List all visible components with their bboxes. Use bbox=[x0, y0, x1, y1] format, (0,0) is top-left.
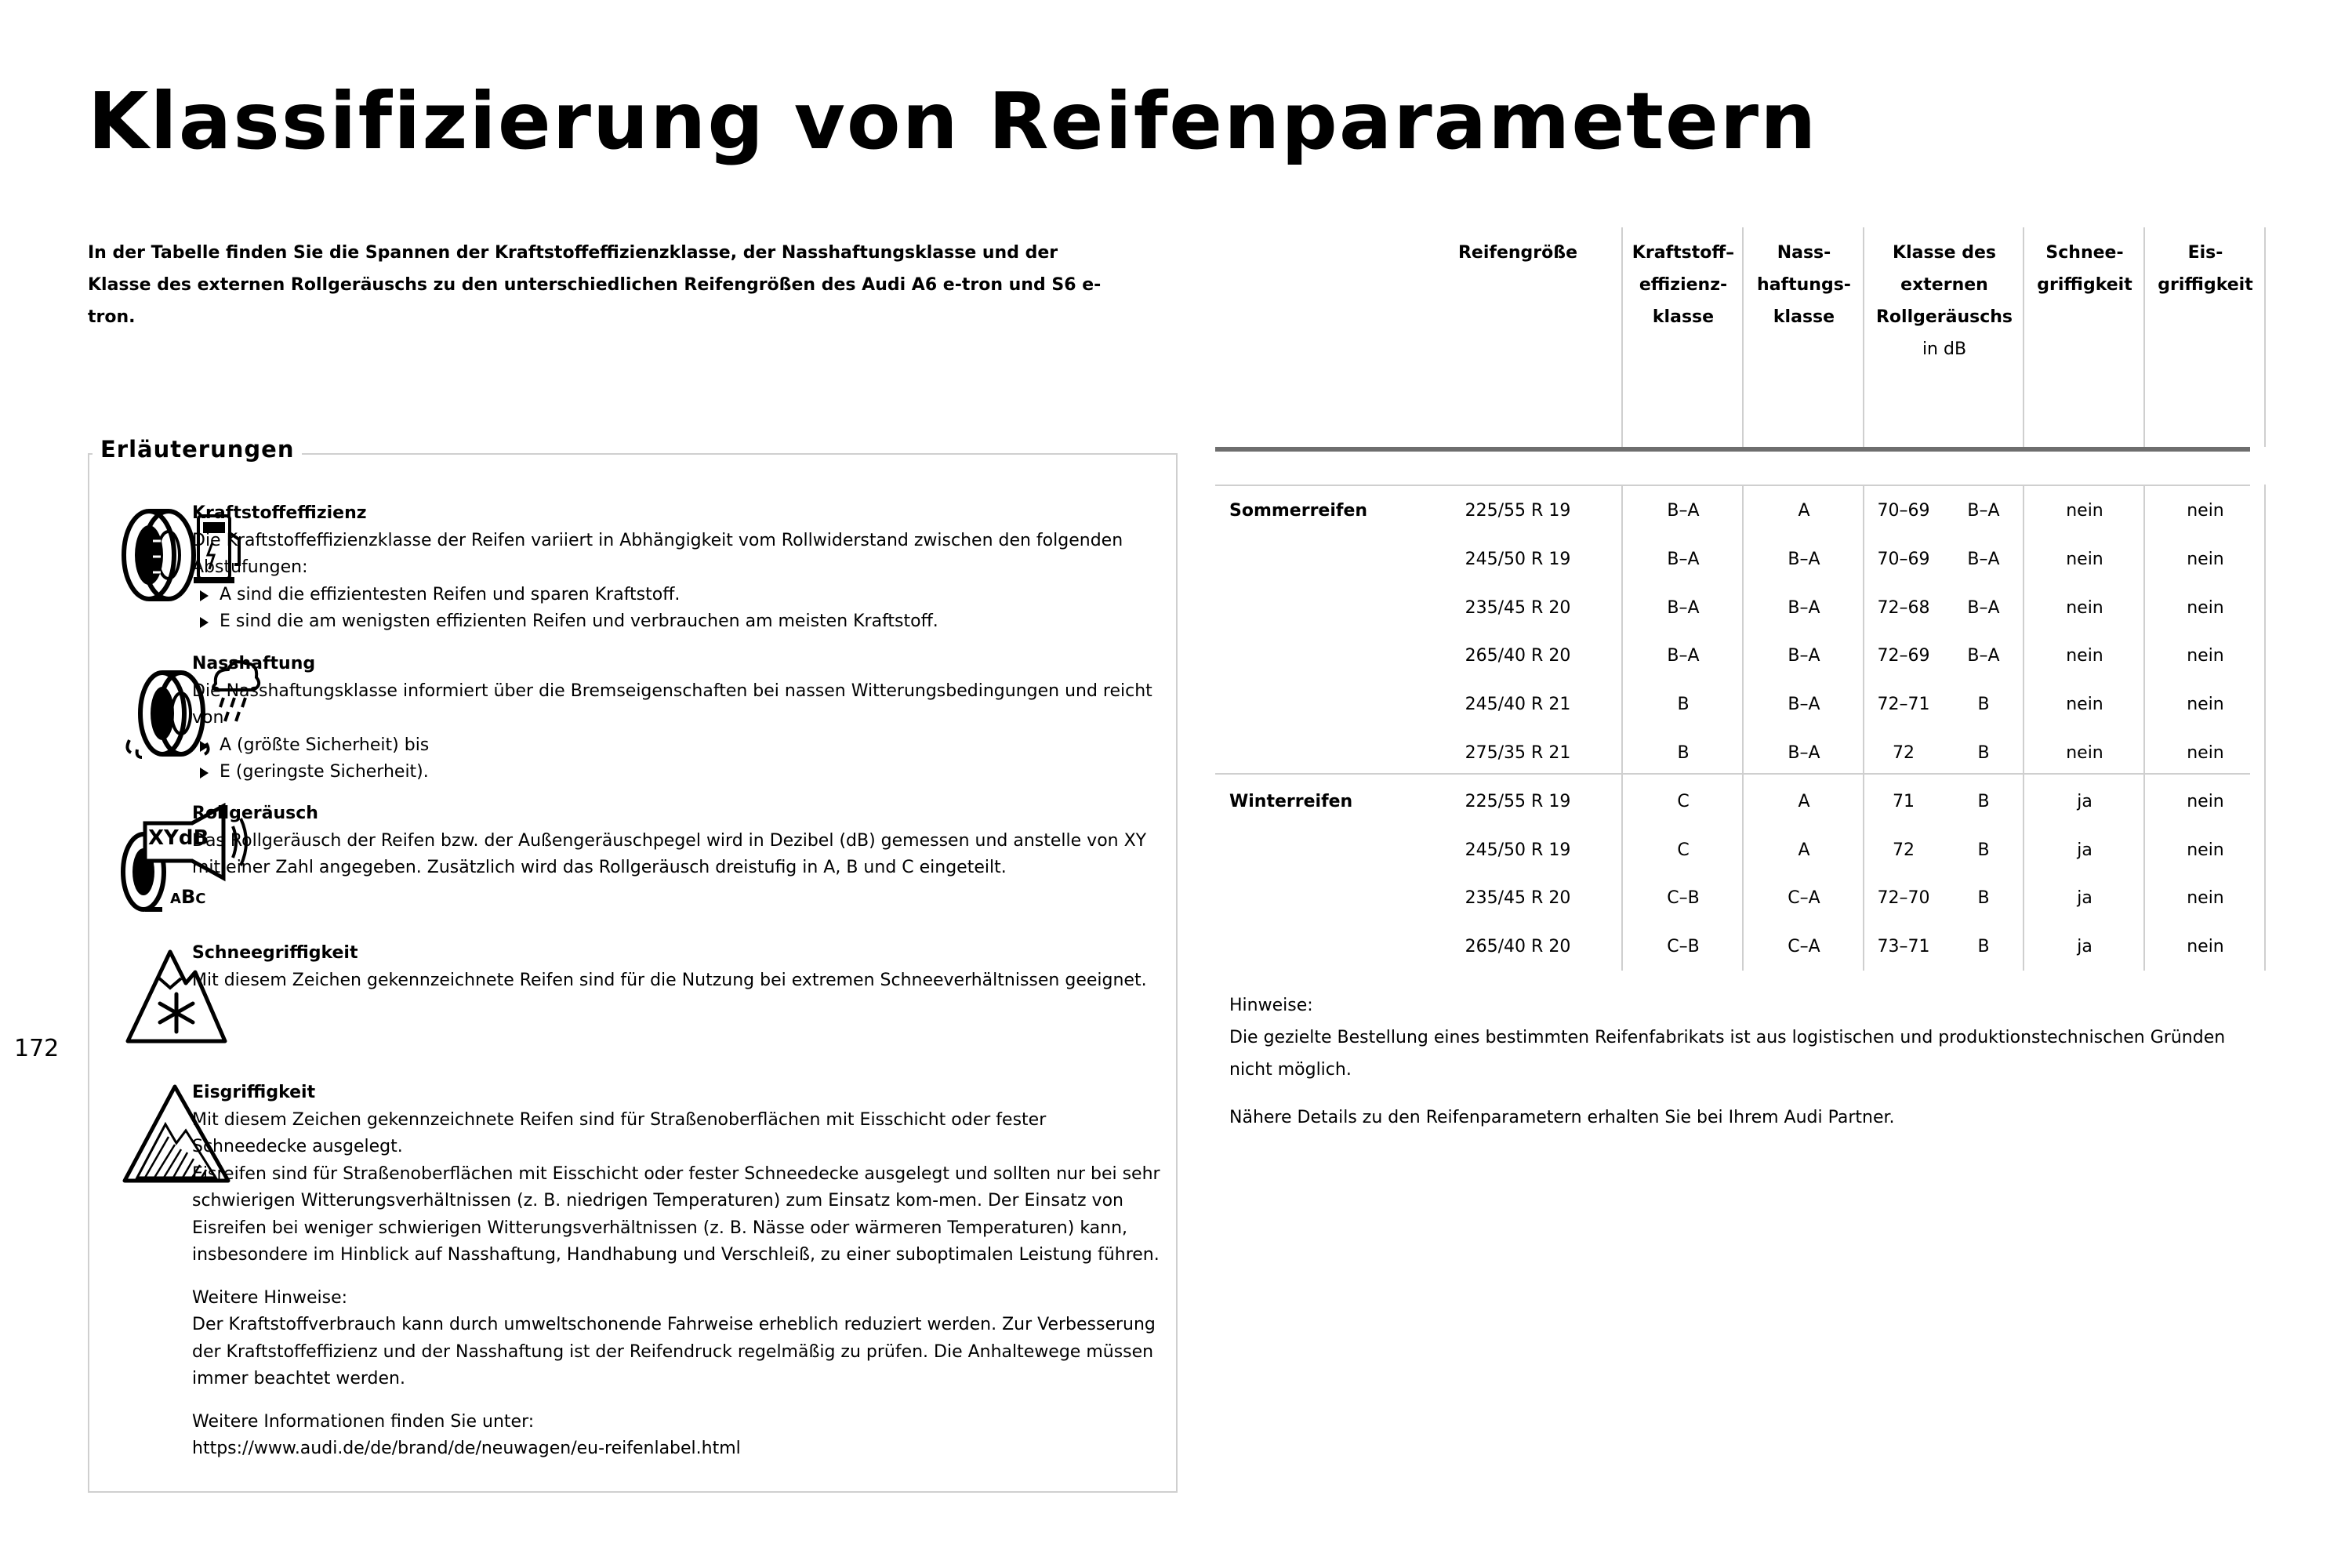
cell-noise-db: 72–70 bbox=[1877, 888, 1930, 909]
header-rule bbox=[1215, 447, 2250, 452]
notes-label: Hinweise: bbox=[1229, 996, 1313, 1015]
header-line: Eis- bbox=[2187, 243, 2223, 263]
further-notes-text: Der Kraftstoffverbrauch kann durch umweltschonende Fahrweise erheblich reduziert werden. Zur Verbesserung der Kraftstoffeffizienz und der Nasshaftung ist der Reifendruck regelmäßig zu prüfen. Die Anhaltewege müssen immer beachtet werden. bbox=[192, 1315, 1156, 1388]
cell-snow: nein bbox=[2066, 501, 2103, 521]
explanation-title: Eisgriffigkeit bbox=[192, 1083, 316, 1102]
cell-snow: nein bbox=[2066, 597, 2103, 618]
explanation-title: Rollgeräusch bbox=[192, 804, 318, 823]
cell-noise-class: B–A bbox=[1967, 549, 2000, 569]
abc-label-c: C bbox=[195, 891, 206, 907]
header-unit: in dB bbox=[1922, 339, 1967, 359]
list-item: E (geringste Sicherheit). bbox=[192, 759, 1164, 786]
header-line: griffigkeit bbox=[2158, 275, 2253, 295]
cell-ice: nein bbox=[2187, 888, 2224, 909]
cell-noise-class: B–A bbox=[1967, 501, 2000, 521]
group-label: Winterreifen bbox=[1229, 791, 1353, 811]
header-line: Nass- bbox=[1777, 243, 1831, 263]
header-snow bbox=[2024, 237, 2145, 301]
abc-label-b: B bbox=[180, 886, 196, 908]
explanation-title: Kraftstoffeffizienz bbox=[192, 503, 367, 523]
header-divider bbox=[2143, 227, 2145, 447]
header-fuel bbox=[1623, 237, 1744, 333]
cell-noise-class: B bbox=[1977, 888, 1990, 909]
page-title: Klassifizierung von Reifenparametern bbox=[88, 75, 1818, 167]
cell-size: 275/35 R 21 bbox=[1465, 743, 1571, 763]
cell-snow: ja bbox=[2077, 791, 2092, 811]
explanation-text: Mit diesem Zeichen gekennzeichnete Reifen sind für die Nutzung bei extremen Schneeverhältnissen geeignet. bbox=[192, 970, 1147, 990]
cell-noise-class: B bbox=[1977, 743, 1990, 763]
cell-snow: nein bbox=[2066, 549, 2103, 569]
cell-fuel: B bbox=[1677, 743, 1690, 763]
cell-noise-db: 73–71 bbox=[1877, 937, 1930, 957]
list-item: A sind die effizientesten Reifen und sparen Kraftstoff. bbox=[192, 582, 1164, 609]
list-item: E sind die am wenigsten effizienten Reifen und verbrauchen am meisten Kraftstoff. bbox=[192, 608, 1164, 636]
explanation-text: Die Nasshaftungsklasse informiert über die Bremseigenschaften bei nassen Witterungsbedingungen und reicht von bbox=[192, 681, 1152, 728]
cell-snow: nein bbox=[2066, 743, 2103, 763]
header-line: effizienz- bbox=[1639, 275, 1728, 295]
cell-fuel: C bbox=[1677, 791, 1690, 811]
abc-label bbox=[170, 886, 205, 908]
header-divider bbox=[1863, 227, 1864, 447]
cell-fuel: B–A bbox=[1667, 501, 1700, 521]
abc-label-a: A bbox=[170, 891, 181, 907]
cell-wet: B–A bbox=[1788, 743, 1820, 763]
cell-size: 245/50 R 19 bbox=[1465, 840, 1571, 860]
explanation-wet-grip bbox=[192, 651, 1164, 786]
header-line: Kraftstoff– bbox=[1632, 243, 1735, 263]
explanation-rolling-noise bbox=[192, 800, 1164, 882]
header-wet bbox=[1744, 237, 1864, 333]
cell-ice: nein bbox=[2187, 840, 2224, 860]
header-ice bbox=[2145, 237, 2266, 301]
cell-snow: nein bbox=[2066, 695, 2103, 715]
notes-text-2: Nähere Details zu den Reifenparametern erhalten Sie bei Ihrem Audi Partner. bbox=[1229, 1108, 1895, 1127]
header-line: externen bbox=[1900, 275, 1988, 295]
cell-noise-db: 72–71 bbox=[1877, 695, 1930, 715]
header-line: griffigkeit bbox=[2037, 275, 2132, 295]
cell-fuel: B bbox=[1677, 695, 1690, 715]
cell-noise-db: 70–69 bbox=[1877, 549, 1930, 569]
cell-noise-class: B bbox=[1977, 937, 1990, 957]
cell-size: 235/45 R 20 bbox=[1465, 888, 1571, 909]
cell-size: 235/45 R 20 bbox=[1465, 597, 1571, 618]
cell-wet: B–A bbox=[1788, 597, 1820, 618]
cell-noise-db: 71 bbox=[1893, 791, 1915, 811]
cell-wet: B–A bbox=[1788, 646, 1820, 666]
header-line: klasse bbox=[1652, 307, 1715, 327]
cell-fuel: B–A bbox=[1667, 597, 1700, 618]
group-rule bbox=[1215, 773, 2250, 775]
cell-ice: nein bbox=[2187, 549, 2224, 569]
cell-ice: nein bbox=[2187, 791, 2224, 811]
cell-noise-db: 72–68 bbox=[1877, 597, 1930, 618]
cell-noise-class: B bbox=[1977, 791, 1990, 811]
explanation-ice-grip bbox=[192, 1080, 1164, 1463]
explanation-fuel-efficiency bbox=[192, 500, 1164, 636]
cell-snow: ja bbox=[2077, 888, 2092, 909]
further-notes-label: Weitere Hinweise: bbox=[192, 1287, 348, 1308]
header-divider bbox=[1621, 227, 1623, 447]
header-divider bbox=[2264, 227, 2266, 447]
explanation-snow-grip bbox=[192, 940, 1164, 994]
more-info-label: Weitere Informationen finden Sie unter: bbox=[192, 1411, 535, 1432]
list-item: A (größte Sicherheit) bis bbox=[192, 732, 1164, 760]
cell-noise-class: B bbox=[1977, 840, 1990, 860]
cell-noise-db: 70–69 bbox=[1877, 501, 1930, 521]
cell-size: 265/40 R 20 bbox=[1465, 646, 1571, 666]
cell-ice: nein bbox=[2187, 597, 2224, 618]
xydb-label: XYdB bbox=[148, 826, 209, 850]
header-divider bbox=[1742, 227, 1744, 447]
header-line: klasse bbox=[1773, 307, 1835, 327]
cell-size: 245/40 R 21 bbox=[1465, 695, 1571, 715]
cell-snow: ja bbox=[2077, 840, 2092, 860]
cell-wet: A bbox=[1798, 501, 1810, 521]
cell-fuel: C–B bbox=[1667, 888, 1700, 909]
header-line: Klasse des bbox=[1893, 243, 1996, 263]
header-size: Reifengröße bbox=[1457, 243, 1577, 263]
cell-fuel: C–B bbox=[1667, 937, 1700, 957]
explanation-text: Mit diesem Zeichen gekennzeichnete Reifen sind für Straßenoberflächen mit Eisschicht oder fester Schneedecke ausgelegt. bbox=[192, 1109, 1047, 1156]
cell-ice: nein bbox=[2187, 501, 2224, 521]
explanation-text: Das Rollgeräusch der Reifen bzw. der Außengeräuschpegel wird in Dezibel (dB) gemessen und anstelle von XY mit einer Zahl angegeben. Zusätzlich wird das Rollgeräusch dreistufig in A, B und C eingeteilt. bbox=[192, 830, 1147, 877]
header-noise bbox=[1864, 237, 2024, 365]
cell-ice: nein bbox=[2187, 937, 2224, 957]
cell-wet: C–A bbox=[1788, 937, 1820, 957]
header-divider bbox=[2023, 227, 2024, 447]
cell-fuel: B–A bbox=[1667, 646, 1700, 666]
cell-wet: A bbox=[1798, 840, 1810, 860]
explanation-text: Die Kraftstoffeffizienzklasse der Reifen variiert in Abhängigkeit vom Rollwiderstand zwischen den folgenden Abstufungen: bbox=[192, 530, 1123, 577]
cell-size: 265/40 R 20 bbox=[1465, 937, 1571, 957]
cell-ice: nein bbox=[2187, 646, 2224, 666]
explanation-text-2: Eisreifen sind für Straßenoberflächen mit Eisschicht oder fester Schneedecke ausgelegt und sollten nur bei sehr schwierigen Witterungsverhältnissen (z. B. niedrigen Temperaturen) zum Einsatz kom-men. Der Einsatz von Eisreifen bei weniger schwierigen Witterungsverhältnissen (z. B. Nässe oder wärmeren Temperaturen) kann, insbesondere im Hinblick auf Nasshaftung, Handhabung und Verschleiß, zu einer suboptimalen Leistung führen. bbox=[192, 1163, 1160, 1265]
cell-snow: ja bbox=[2077, 937, 2092, 957]
explanation-title: Schneegriffigkeit bbox=[192, 943, 358, 963]
cell-fuel: C bbox=[1677, 840, 1690, 860]
intro-text: In der Tabelle finden Sie die Spannen der Kraftstoffeffizienzklasse, der Nasshaftungsklasse und der Klasse des externen Rollgeräuschs zu den unterschiedlichen Reifengrößen des Audi A6 e-tron und S6 e-tron. bbox=[88, 243, 1102, 327]
row-rule bbox=[1215, 485, 2250, 486]
header-line: Rollgeräuschs bbox=[1875, 307, 2013, 327]
cell-noise-db: 72–69 bbox=[1877, 646, 1930, 666]
explanations-heading: Erläuterungen bbox=[93, 436, 302, 463]
cell-size: 225/55 R 19 bbox=[1465, 791, 1571, 811]
cell-wet: A bbox=[1798, 791, 1810, 811]
group-label: Sommerreifen bbox=[1229, 501, 1368, 521]
cell-wet: C–A bbox=[1788, 888, 1820, 909]
cell-ice: nein bbox=[2187, 695, 2224, 715]
cell-size: 245/50 R 19 bbox=[1465, 549, 1571, 569]
header-line: haftungs- bbox=[1757, 275, 1851, 295]
cell-noise-class: B–A bbox=[1967, 646, 2000, 666]
cell-wet: B–A bbox=[1788, 549, 1820, 569]
cell-wet: B–A bbox=[1788, 695, 1820, 715]
cell-noise-class: B–A bbox=[1967, 597, 2000, 618]
cell-noise-class: B bbox=[1977, 695, 1990, 715]
cell-size: 225/55 R 19 bbox=[1465, 501, 1571, 521]
notes-text-1: Die gezielte Bestellung eines bestimmten Reifenfabrikats ist aus logistischen und produktionstechnischen Gründen nicht möglich. bbox=[1229, 1028, 2226, 1080]
page-number: 172 bbox=[14, 1035, 60, 1062]
explanation-title: Nasshaftung bbox=[192, 654, 316, 673]
cell-noise-db: 72 bbox=[1893, 840, 1915, 860]
cell-fuel: B–A bbox=[1667, 549, 1700, 569]
more-info-link[interactable]: https://www.audi.de/de/brand/de/neuwagen/eu-reifenlabel.html bbox=[192, 1439, 741, 1458]
cell-ice: nein bbox=[2187, 743, 2224, 763]
notes bbox=[1229, 989, 2233, 1134]
cell-snow: nein bbox=[2066, 646, 2103, 666]
header-line: Schnee- bbox=[2045, 243, 2124, 263]
cell-noise-db: 72 bbox=[1893, 743, 1915, 763]
